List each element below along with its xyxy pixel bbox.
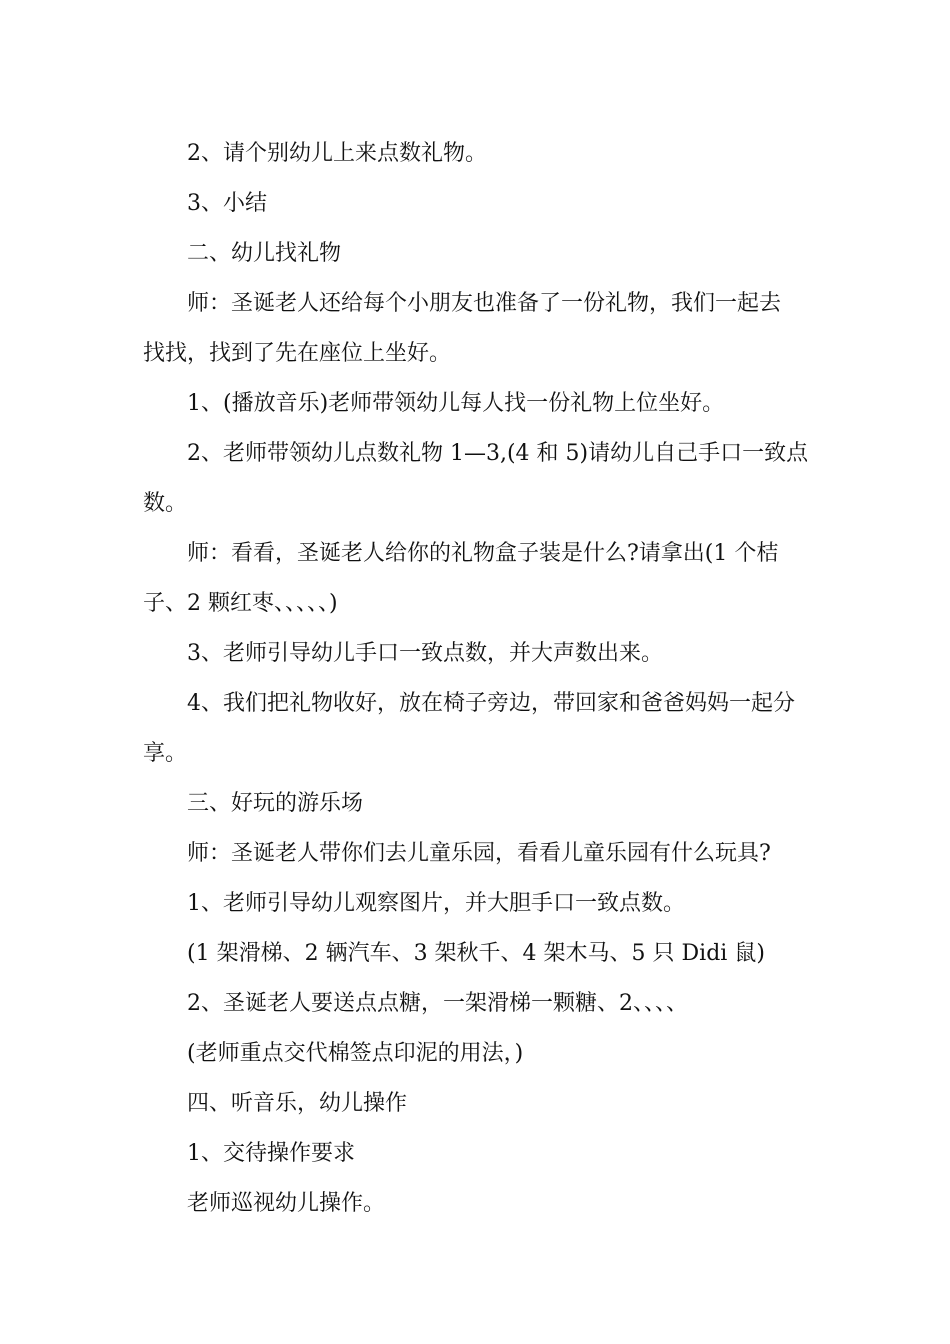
text-line: 子、2 颗红枣、、、、、) — [143, 591, 338, 616]
text-line: 数。 — [143, 491, 188, 516]
text-line: 老师巡视幼儿操作。 — [187, 1191, 386, 1216]
text-line: (老师重点交代棉签点印泥的用法，) — [187, 1041, 524, 1066]
text-line: 师：看看，圣诞老人给你的礼物盒子装是什么?请拿出(1 个桔 — [187, 541, 779, 566]
text-line: 1、交待操作要求 — [187, 1141, 355, 1166]
text-line: 2、老师带领幼儿点数礼物 1—3,(4 和 5)请幼儿自己手口一致点 — [187, 441, 809, 466]
document-body — [143, 129, 813, 1229]
text-line: 2、请个别幼儿上来点数礼物。 — [187, 141, 487, 166]
text-line: (1 架滑梯、2 辆汽车、3 架秋千、4 架木马、5 只 Didi 鼠) — [187, 941, 765, 966]
text-line: 找找，找到了先在座位上坐好。 — [143, 341, 452, 366]
section-heading: 四、听音乐，幼儿操作 — [187, 1091, 408, 1116]
text-line: 享。 — [143, 741, 188, 766]
text-line: 3、小结 — [187, 191, 267, 216]
text-line: 师：圣诞老人带你们去儿童乐园，看看儿童乐园有什么玩具? — [187, 841, 771, 866]
text-line: 1、(播放音乐)老师带领幼儿每人找一份礼物上位坐好。 — [187, 391, 725, 416]
section-heading: 三、好玩的游乐场 — [187, 791, 364, 816]
text-line: 4、我们把礼物收好，放在椅子旁边，带回家和爸爸妈妈一起分 — [187, 691, 795, 716]
text-line: 1、老师引导幼儿观察图片，并大胆手口一致点数。 — [187, 891, 685, 916]
text-line: 3、老师引导幼儿手口一致点数，并大声数出来。 — [187, 641, 663, 666]
text-line: 2、圣诞老人要送点点糖，一架滑梯一颗糖、2、、、、 — [187, 991, 688, 1016]
section-heading: 二、幼儿找礼物 — [187, 241, 342, 266]
text-line: 师：圣诞老人还给每个小朋友也准备了一份礼物，我们一起去 — [187, 291, 782, 316]
